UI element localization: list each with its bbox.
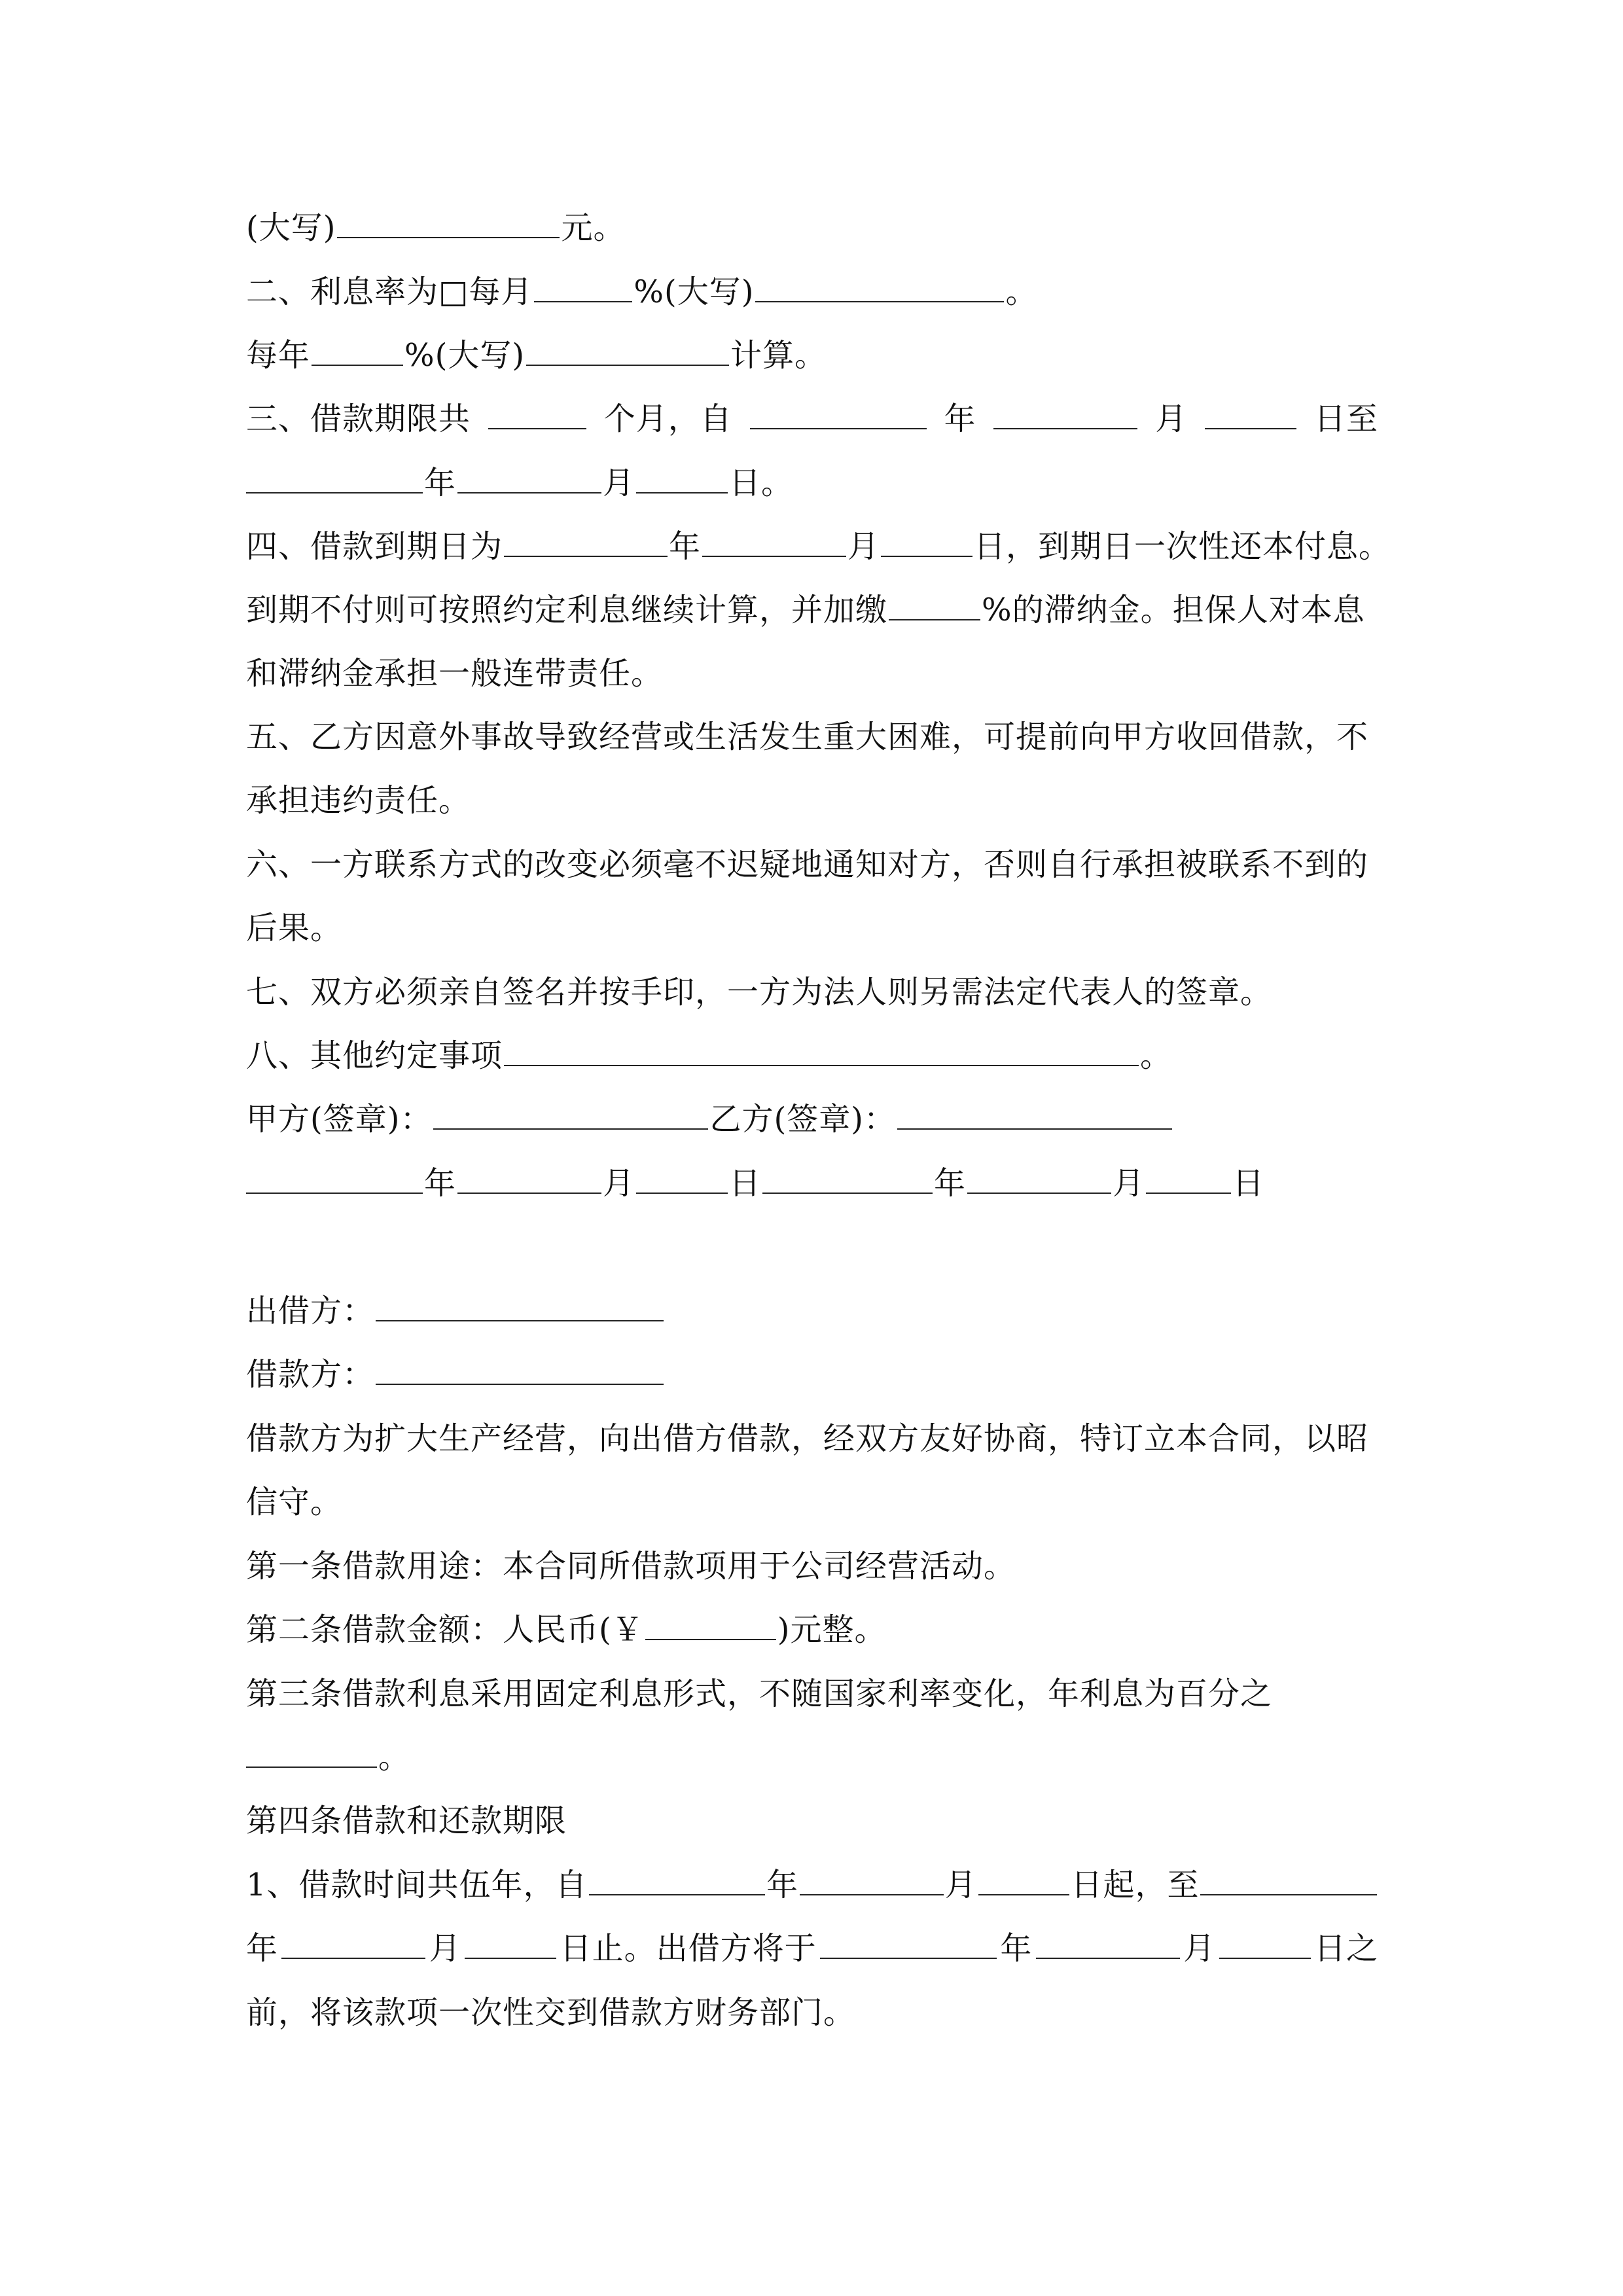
text: 。 <box>378 1739 411 1776</box>
text: 日 <box>1232 1165 1265 1202</box>
text: 日之 <box>1313 1930 1378 1967</box>
blank-day <box>1219 1928 1311 1959</box>
blank-monthly-rate-capital <box>755 271 1004 302</box>
blank-month <box>993 398 1137 429</box>
article-2-amount <box>246 1609 1378 1651</box>
blank-months <box>488 398 586 429</box>
annual-rate-line <box>246 334 1378 376</box>
blank-party-a-signature <box>433 1098 708 1130</box>
clause-2-interest-rate <box>246 271 1378 313</box>
paragraph-line: 承担违约责任。 <box>246 782 471 819</box>
text: )元整。 <box>777 1611 887 1648</box>
blank-month <box>457 462 601 493</box>
blank-month <box>800 1864 944 1895</box>
blank-day <box>1205 398 1296 429</box>
text: 年 <box>424 465 457 501</box>
text: 1、借款时间共伍年，自 <box>246 1867 588 1903</box>
clause-7: 七、双方必须亲自签名并按手印，一方为法人则另需法定代表人的签章。 <box>246 974 1273 1011</box>
blank-party-b-signature <box>897 1098 1172 1130</box>
text: 日，到期日一次性还本付息。 <box>974 528 1391 565</box>
text: 。 <box>1140 1037 1173 1074</box>
blank-month <box>1036 1928 1180 1959</box>
amount-capital-line <box>246 207 1378 249</box>
interest-rate-line <box>246 1736 1378 1778</box>
blank-annual-rate-capital <box>526 334 729 366</box>
text: 年 <box>944 401 976 437</box>
late-fee-line <box>246 589 1378 631</box>
borrower-label: 借款方： <box>246 1356 375 1393</box>
party-a-signature-label: 甲方(签章)： <box>246 1101 433 1138</box>
blank-day <box>881 526 972 557</box>
text: 个月，自 <box>603 401 732 437</box>
blank-month <box>281 1928 425 1959</box>
blank-year <box>246 1162 423 1194</box>
text: 四、借款到期日为 <box>246 528 503 565</box>
loan-period-line <box>246 1864 1378 1906</box>
text: 年 <box>424 1165 457 1202</box>
article-3-interest: 第三条借款利息采用固定利息形式，不随国家利率变化，年利息为百分之 <box>246 1676 1273 1712</box>
text: 月 <box>603 465 635 501</box>
borrower-line <box>246 1354 1378 1395</box>
blank-month <box>457 1162 601 1194</box>
blank-year <box>762 1162 933 1194</box>
blank-day <box>1146 1162 1231 1194</box>
blank-interest-rate <box>246 1736 377 1768</box>
blank-year <box>246 462 423 493</box>
text: 每年 <box>246 337 311 374</box>
text: 年 <box>766 1867 799 1903</box>
text: 月 <box>603 1165 635 1202</box>
text: 月 <box>429 1930 461 1967</box>
blank-amount-capital <box>337 207 560 238</box>
text: 日至 <box>1313 401 1378 437</box>
text: 元。 <box>561 209 626 246</box>
text: 三、借款期限共 <box>246 401 471 437</box>
preamble: 借款方为扩大生产经营，向出借方借款，经双方友好协商，特订立本合同，以昭 <box>246 1420 1369 1457</box>
text: 月 <box>1183 1930 1216 1967</box>
text: 八、其他约定事项 <box>246 1037 503 1074</box>
text: 年 <box>246 1930 279 1967</box>
text: 日 <box>729 1165 762 1202</box>
blank-day <box>636 1162 728 1194</box>
loan-end-date-line <box>246 1928 1378 1969</box>
text: %的滞纳金。担保人对本息 <box>982 592 1365 628</box>
paragraph-line: 和滞纳金承担一般连带责任。 <box>246 655 664 692</box>
text: %(大写) <box>404 337 526 374</box>
blank-month <box>702 526 846 557</box>
text: 到期不付则可按照约定利息继续计算，并加缴 <box>246 592 888 628</box>
lender-label: 出借方： <box>246 1293 375 1329</box>
term-end-date-line <box>246 462 1378 504</box>
article-4-title: 第四条借款和还款期限 <box>246 1803 567 1839</box>
paragraph-line: 后果。 <box>246 910 343 946</box>
paragraph-line: 前，将该款项一次性交到借款方财务部门。 <box>246 1994 856 2031</box>
text: 日止。出借方将于 <box>560 1930 817 1967</box>
article-1: 第一条借款用途：本合同所借款项用于公司经营活动。 <box>246 1548 1016 1585</box>
text: 二、利息率为□每月 <box>246 274 533 310</box>
text: 月 <box>847 528 880 565</box>
blank-borrower <box>376 1354 664 1385</box>
text: 第二条借款金额：人民币(￥ <box>246 1611 644 1648</box>
clause-3-loan-term <box>246 398 1378 440</box>
blank-day <box>465 1928 556 1959</box>
blank-year <box>589 1864 766 1895</box>
text: 年 <box>934 1165 967 1202</box>
clause-6: 六、一方联系方式的改变必须毫不迟疑地通知对方，否则自行承担被联系不到的 <box>246 846 1369 883</box>
blank-lender <box>376 1290 664 1321</box>
text: (大写) <box>246 209 336 246</box>
text: 。 <box>1005 274 1038 310</box>
paragraph-line: 信守。 <box>246 1484 343 1520</box>
blank-late-fee-rate <box>889 589 980 620</box>
blank-day <box>636 462 728 493</box>
blank-amount <box>645 1609 776 1640</box>
text: 计算。 <box>730 337 827 374</box>
text: 月 <box>944 1867 977 1903</box>
blank-day <box>978 1864 1070 1895</box>
blank-year <box>504 526 668 557</box>
clause-5: 五、乙方因意外事故导致经营或生活发生重大困难，可提前向甲方收回借款，不 <box>246 719 1369 755</box>
signature-date-line <box>246 1162 1378 1204</box>
text: 日起，至 <box>1071 1867 1200 1903</box>
blank-annual-rate <box>312 334 403 366</box>
blank-monthly-rate <box>534 271 632 302</box>
blank-other-matters <box>504 1035 1139 1066</box>
blank-year <box>820 1928 997 1959</box>
text: 月 <box>1155 401 1188 437</box>
blank-year <box>750 398 927 429</box>
text: 日。 <box>729 465 794 501</box>
blank-month <box>967 1162 1111 1194</box>
lender-line <box>246 1290 1378 1332</box>
clause-4-due-date <box>246 526 1391 567</box>
text: 年 <box>1000 1930 1033 1967</box>
text: %(大写) <box>633 274 755 310</box>
party-b-signature-label: 乙方(签章)： <box>709 1101 896 1138</box>
clause-8-other-matters <box>246 1035 1378 1077</box>
blank-year <box>1200 1864 1377 1895</box>
text: 月 <box>1113 1165 1145 1202</box>
text: 年 <box>669 528 702 565</box>
signature-line <box>246 1098 1378 1140</box>
